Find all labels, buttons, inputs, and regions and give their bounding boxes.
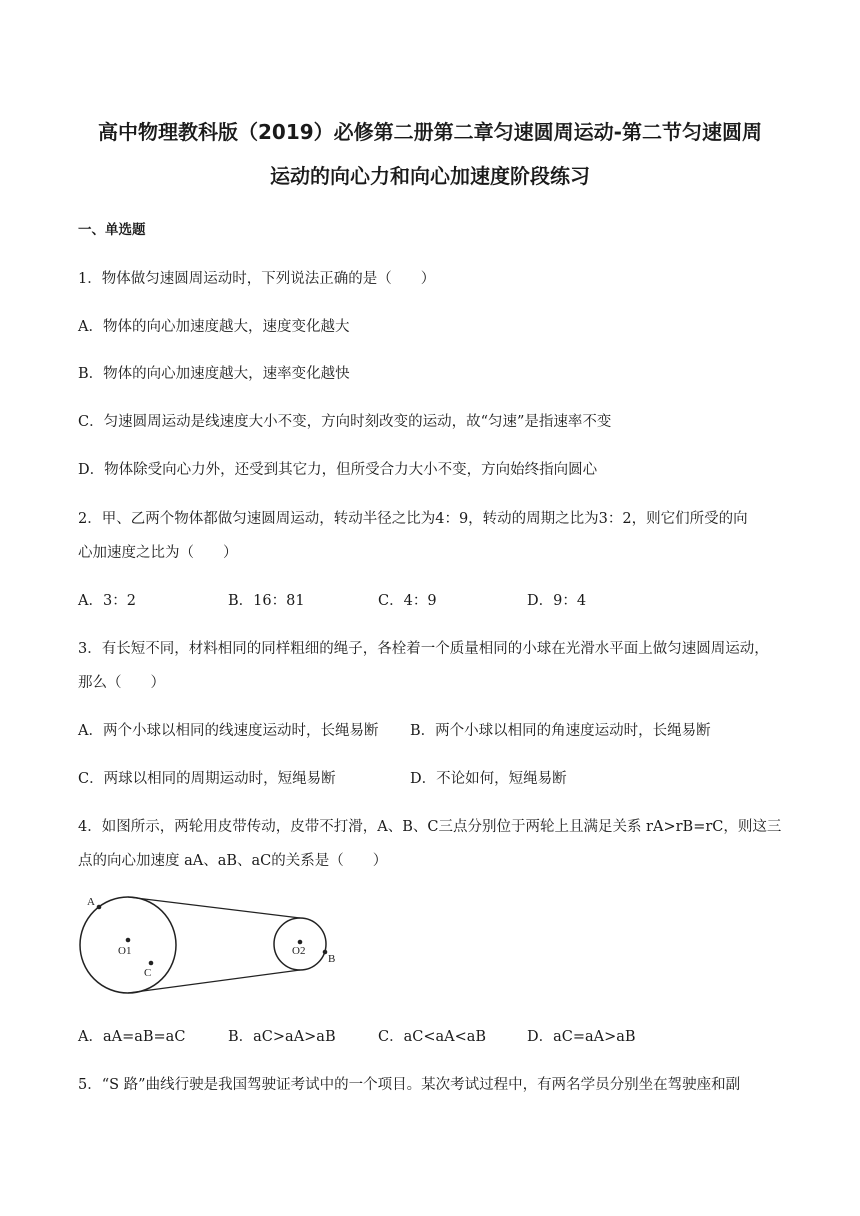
label-b: B — [328, 953, 336, 965]
center-o1-dot — [126, 938, 131, 943]
q5-stem-line1: 5．“S 路”曲线行驶是我国驾驶证考试中的一个项目。某次考试过程中，有两名学员分别坐在驾驶座和副 — [78, 1077, 741, 1093]
q1-option-c: C．匀速圆周运动是线速度大小不变，方向时刻改变的运动，故“匀速”是指速率不变 — [78, 414, 612, 430]
q4-option-a: A．aA=aB=aC — [78, 1029, 186, 1045]
q2-option-d: D．9：4 — [527, 593, 587, 609]
q3-option-d: D．不论如何，短绳易断 — [410, 771, 567, 787]
label-o2: O2 — [292, 945, 306, 957]
q2-stem-line2: 心加速度之比为（ ） — [78, 545, 238, 561]
q3-option-a: A．两个小球以相同的线速度运动时，长绳易断 — [78, 723, 379, 739]
q3-option-c: C．两球以相同的周期运动时，短绳易断 — [78, 771, 336, 787]
q2-option-a: A．3：2 — [78, 593, 136, 609]
point-c-dot — [149, 961, 154, 966]
q4-option-d: D．aC=aA>aB — [527, 1029, 636, 1045]
q1-option-d: D．物体除受向心力外，还受到其它力，但所受合力大小不变，方向始终指向圆心 — [78, 462, 598, 478]
q3-stem-line2: 那么（ ） — [78, 675, 165, 691]
q4-option-c: C．aC<aA<aB — [378, 1029, 487, 1045]
q1-stem: 1．物体做匀速圆周运动时，下列说法正确的是（ ） — [78, 271, 436, 287]
point-a-dot — [97, 905, 102, 910]
label-o1: O1 — [118, 945, 132, 957]
q3-option-b: B．两个小球以相同的角速度运动时，长绳易断 — [410, 723, 711, 739]
q2-option-c: C．4：9 — [378, 593, 437, 609]
document-title-line2: 运动的向心力和向心加速度阶段练习 — [270, 164, 590, 188]
center-o2-dot — [298, 940, 303, 945]
belt-drive-figure — [74, 892, 364, 1002]
belt-top — [128, 897, 300, 918]
label-a: A — [87, 896, 95, 908]
q1-option-a: A．物体的向心加速度越大，速度变化越大 — [78, 319, 350, 335]
q4-option-b: B．aC>aA>aB — [228, 1029, 336, 1045]
section-heading: 一、单选题 — [78, 222, 146, 238]
q4-stem-line1: 4．如图所示，两轮用皮带传动，皮带不打滑，A、B、C三点分别位于两轮上且满足关系 rA>rB=rC，则这三 — [78, 819, 782, 835]
belt-bottom — [128, 970, 300, 993]
q1-option-b: B．物体的向心加速度越大，速率变化越快 — [78, 366, 350, 382]
q3-stem-line1: 3．有长短不同，材料相同的同样粗细的绳子，各栓着一个质量相同的小球在光滑水平面上做匀速圆周运动， — [78, 641, 769, 657]
q2-stem-line1: 2．甲、乙两个物体都做匀速圆周运动，转动半径之比为4：9，转动的周期之比为3：2，则它们所受的向 — [78, 511, 748, 527]
q2-option-b: B．16：81 — [228, 593, 305, 609]
point-b-dot — [323, 950, 328, 955]
label-c: C — [144, 967, 152, 979]
q4-stem-line2: 点的向心加速度 aA、aB、aC的关系是（ ） — [78, 853, 388, 869]
document-title-line1: 高中物理教科版（2019）必修第二册第二章匀速圆周运动-第二节匀速圆周 — [98, 120, 762, 144]
